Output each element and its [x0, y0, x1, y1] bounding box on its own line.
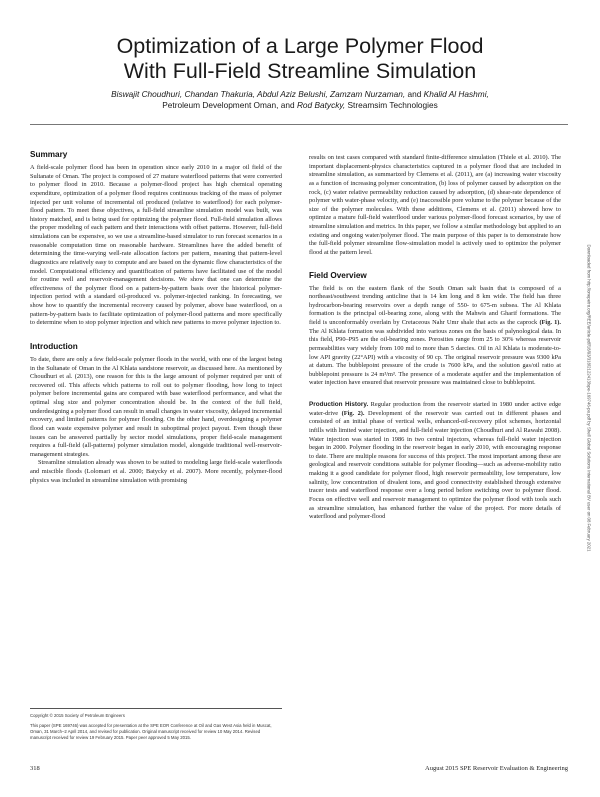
- affiliation-1: Petroleum Development Oman,: [162, 100, 279, 110]
- author-and: and: [407, 89, 422, 99]
- fig2-ref[interactable]: (Fig. 2).: [341, 409, 365, 417]
- title-line-2: With Full-Field Streamline Simulation: [123, 59, 477, 83]
- production-history-text: [309, 401, 561, 522]
- production-history-part-a: Regular production from the reservoir started in 1980 under active edge water-drive: [309, 401, 562, 417]
- author-line-1: [40, 89, 560, 100]
- journal-footer: August 2015 SPE Reservoir Evaluation & Engineering: [425, 765, 568, 772]
- field-overview-text: [309, 285, 561, 389]
- intro-paragraph-2: Streamline simulation already was shown to be suited to modeling large field-scale waterfloods and miscible floods (Lolomari et al. 2000; Batycky et al. 2007). More recently, polymer-flood physics was included in streamline simulation with promising: [30, 459, 282, 484]
- left-column: [30, 150, 282, 485]
- introduction-heading: Introduction: [30, 341, 78, 351]
- production-history-part-b: Development of the reservoir was carried out in different phases and consisted of an initial phase of vertical wells, enhanced-oil-recovery pilot schemes, horizontal infills with limited water injection, and full-field water injection (Choudhuri and Al Rawahi 2008). Water injection was started in 1986 in two central injectors, whereas full-field water injection began in 2000. Polymer flooding in the reservoir began in early 2010, with encouraging response to date. There are multiple reasons for success of this project. The most important among these are geological and reservoir conditions suitable for polymer flooding—such as adverse-mobility ratio making it a good candidate for polymer flood, high reservoir permeability, low temperature, low salinity, low concentration of divalent ions, and good connectivity established through extensive tracer tests and waterflood response over a long period before switching over to polymer flood. Focus on effective well and reservoir management to optimize the polymer flood with tools such as streamline simulation, has enhanced further the value of the project. For more details of waterflood and polymer-flood: [309, 409, 561, 521]
- field-overview-part-a: The field is on the eastern flank of the South Oman salt basin that is composed of a northeast/southwest trending anticline that is 14 km long and 8 km wide. The field has three hydrocarbon-bearing reservoirs over a depth range of 550- to 675-m subsea. The Al Khlata formation is the principal oil-bearing zone, along with the Mahwis and Gharif formations. The field is unconformably overlain by Cretaceous Nahr Umr shale that acts as the caprock: [309, 284, 561, 326]
- manuscript-note: This paper (SPE 169746) was accepted for presentation at the SPE EOR Conference at Oil and Gas West Asia held in Muscat, Oman, 31 March–2 April 2014, and revised for publication. Original manuscript received for review 10 May 2014. Revised manuscript received for review 19 February 2015. Paper peer approved 5 May 2015.: [30, 722, 272, 740]
- title-line-1: Optimization of a Large Polymer Flood: [116, 34, 484, 58]
- page-number: 318: [30, 765, 40, 772]
- header-rule: [30, 124, 568, 125]
- copyright-line: Copyright © 2015 Society of Petroleum Engineers: [30, 713, 125, 718]
- intro-paragraph-1: To date, there are only a few field-scale polymer floods in the world, with one of the largest being in the Sultanate of Oman in the Al Khlata sandstone reservoir, as discussed here. As mentioned by Choudhuri et al. (2013), one reason for this is the large amount of polymer required per unit of recovered oil. This affects which patterns to roll out to polymer flooding, how long to inject polymer before incremental gains are compared with base waterflood performance, and what the optimal slug size and polymer concentration should be. In the context of the full field, underdesigning a polymer flood can result in small changes in water viscosity, delayed incremental recovery, and limited patterns for polymer flooding. On the other hand, overdesigning a polymer flood can waste expensive polymer and result in suboptimal project payout. Even though these issues can be answered partially by sector model simulations, proper field-scale management requires a full-field (all-patterns) polymer simulation model, alongside traditional well-reservoir-management strategies.: [30, 355, 282, 458]
- fig1-ref[interactable]: (Fig. 1).: [539, 319, 562, 326]
- right-column: [309, 154, 561, 522]
- summary-text: A field-scale polymer flood has been in operation since early 2010 in a major oil field of the Sultanate of Oman. The project is composed of 27 mature waterflood patterns that were converted to polymer flood in 2010. Because a polymer-flood project has high chemical operating expenditure, optimization of a polymer flood requires continuous tracking of the mass of polymer injected per unit volume of incremental oil produced (relative to waterflood) for each polymer-flood pattern. To meet these objectives, a full-field streamline simulation model was built, was history matched, and is being used for optimizing the polymer flood. Full-field simulation allows the proper modeling of each pattern and their interactions with offset patterns. However, full-field simulations can be expensive, so we use a streamline-based simulator to run forecast scenarios in a reasonable computation time on reasonable hardware. Streamlines have the added benefit of determining the time-varying well-rate allocation factors per pattern, meaning that pattern-level diagnostics are relatively easy to compute and are based on the dynamic flow characteristics of the model. Computational efficiency and quantification of patterns have facilitated use of the model for routine well and reservoir-management decisions. We show that one can determine the effectiveness of the polymer flood on a pattern-by-pattern basis over the historical polymer-injection period with a standard oil-produced vs. polymer-injected ranking. In forecasting, we show how to quantify the incremental recovery caused by polymer, above base waterflood, on a pattern-by-pattern basis to facilitate optimization of polymer-flood patterns and more specifically to determine when to stop polymer injection and which new patterns to move polymer injection to.: [30, 164, 282, 327]
- footnote: [30, 708, 282, 741]
- affiliation-2: Streamsim Technologies: [347, 100, 438, 110]
- author-line-2: [40, 100, 560, 111]
- author-names: Biswajit Choudhuri, Chandan Thakuria, Abdul Aziz Belushi, Zamzam Nurzaman,: [111, 89, 406, 99]
- field-overview-part-b: The Al Khlata formation was subdivided into various zones on the basis of palynological data. In this field, P90–P95 are the oil-bearing zones. Porosities range from 25 to 30% whereas reservoir permeabilities vary widely from 100 md to more than 5 darcies. Oil in Al Khlata is moderate-to-low API gravity (22°API) with a viscosity of 90 cp. The original reservoir pressure was 9300 kPa at datum. The bubblepoint pressure of the crude is 7600 kPa, and the solution gas/oil ratio at bubblepoint pressure is 24 m³/m³. The presence of a moderate aquifer and the implementation of water injection have ensured that reservoir pressure was maintained close to bubblepoint.: [309, 327, 561, 387]
- author-block: [40, 89, 560, 111]
- author-last: Khalid Al Hashmi,: [423, 89, 489, 99]
- download-note: Downloaded from http://onepetro.org/REE/article-pdf/18/03/318/2122413/spe-169746-pa.pdf by Shell Global Solutions International BV user on 08 February 2021: [586, 244, 592, 552]
- footnote-rule: [30, 708, 282, 709]
- production-history-runin: Production History.: [309, 401, 369, 408]
- intro-continued: results on test cases compared with standard finite-difference simulation (Thiele et al. 2010). The important displacement-physics characteristics captured in a polymer flood that are included in streamline simulation, as summarized by Clemens et al. (2011), are (a) increasing water viscosity as a function of increasing polymer concentration, (b) loss of polymer caused by adsorption on the rock, (c) water relative permeability reduction caused by adsorption, (d) shear-rate dependence of polymer with water-phase velocity, and (e) inaccessible pore volume to the polymer because of the size of the polymer molecules. With these additions, Clemens et al. (2011) showed how to optimize a mature full-field waterflood under various polymer-flood forecast scenarios, by use of streamline simulation and metrics. In this paper, we follow a similar methodology but applied to an existing and ongoing water/polymer flood. The main purpose of this paper is to demonstrate how the full-field polymer streamline flow-simulation model is actively used to optimize the polymer flood at the pattern level.: [309, 154, 561, 256]
- field-overview-heading: Field Overview: [309, 270, 367, 280]
- summary-heading: Summary: [30, 150, 68, 159]
- paper-title: [40, 34, 560, 84]
- affiliation-and: and: [280, 100, 295, 110]
- author-batycky: Rod Batycky,: [296, 100, 346, 110]
